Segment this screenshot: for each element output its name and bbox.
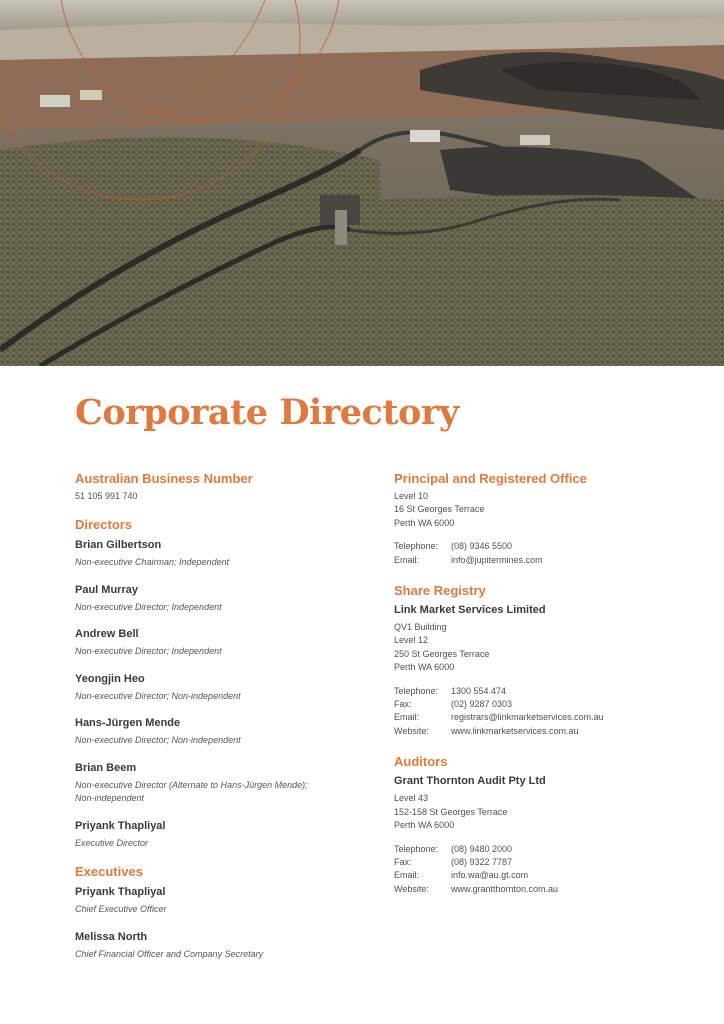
- director-role-continued: Non-independent: [75, 793, 145, 804]
- left-column: [75, 470, 375, 974]
- address-line: Level 10: [394, 491, 429, 501]
- contact-row: [394, 554, 704, 567]
- contact-value: (02) 9287 0303: [451, 699, 513, 710]
- email-link[interactable]: info.wa@au.gt.com: [451, 870, 529, 881]
- contact-label: Email:: [394, 712, 420, 723]
- email-link[interactable]: info@jupitermines.com: [451, 554, 543, 565]
- contact-label: Telephone:: [394, 541, 439, 552]
- contact-value: (08) 9322 7787: [451, 856, 513, 867]
- office-heading: Principal and Registered Office: [394, 471, 587, 486]
- director-item: [75, 819, 375, 851]
- registry-address: [394, 621, 704, 675]
- contact-row: [394, 883, 704, 896]
- director-item: [75, 583, 375, 615]
- address-line: 250 St Georges Terrace: [394, 648, 490, 659]
- contact-label: Website:: [394, 883, 429, 894]
- director-item: [75, 761, 375, 806]
- right-column: [394, 470, 704, 896]
- website-link[interactable]: www.linkmarketservices.com.au: [451, 725, 579, 736]
- registry-company: Link Market Services Limited: [394, 604, 546, 617]
- director-name: Priyank Thapliyal: [75, 819, 166, 832]
- auditors-heading: Auditors: [394, 754, 448, 770]
- office-contacts: [394, 540, 704, 567]
- contact-row: [394, 698, 704, 711]
- office-address: [394, 490, 704, 530]
- director-role: Executive Director: [75, 837, 149, 848]
- address-line: Perth WA 6000: [394, 517, 455, 528]
- director-role: Non-executive Director; Non-independent: [75, 735, 241, 746]
- executive-item: [75, 930, 375, 962]
- contact-value: 1300 554 474: [451, 685, 507, 696]
- abn-heading: Australian Business Number: [75, 471, 253, 486]
- contact-label: Website:: [394, 725, 429, 736]
- director-item: [75, 716, 375, 748]
- director-item: [75, 538, 375, 570]
- email-link[interactable]: registrars@linkmarketservices.com.au: [451, 712, 604, 723]
- director-item: [75, 672, 375, 704]
- contact-row: [394, 685, 704, 698]
- contact-label: Email:: [394, 870, 420, 881]
- executive-role: Chief Executive Officer: [75, 904, 167, 915]
- page-title: Corporate Directory: [75, 392, 459, 433]
- registry-heading: Share Registry: [394, 583, 486, 599]
- address-line: 152-158 St Georges Terrace: [394, 806, 508, 817]
- director-role: Non-executive Chairman; Independent: [75, 557, 230, 568]
- contact-row: [394, 711, 704, 724]
- directors-heading: Directors: [75, 517, 133, 533]
- contact-label: Email:: [394, 554, 420, 565]
- director-name: Brian Beem: [75, 761, 137, 774]
- director-name: Brian Gilbertson: [75, 539, 162, 552]
- address-line: Level 43: [394, 793, 429, 804]
- address-line: 16 St Georges Terrace: [394, 504, 485, 515]
- director-name: Andrew Bell: [75, 628, 139, 641]
- mine-aerial-illustration: [0, 0, 724, 366]
- executives-heading: Executives: [75, 864, 143, 880]
- hero-mine-photo: [0, 0, 724, 366]
- address-line: Perth WA 6000: [394, 662, 455, 673]
- executive-name: Melissa North: [75, 930, 148, 943]
- director-name: Paul Murray: [75, 583, 138, 596]
- address-line: Perth WA 6000: [394, 820, 455, 831]
- contact-label: Fax:: [394, 699, 412, 710]
- contact-label: Telephone:: [394, 685, 439, 696]
- contact-row: [394, 869, 704, 882]
- executives-list: [75, 885, 375, 961]
- contact-row: [394, 725, 704, 738]
- contact-row: [394, 540, 704, 553]
- contact-row: [394, 856, 704, 869]
- contact-row: [394, 843, 704, 856]
- director-name: Hans-Jürgen Mende: [75, 717, 181, 730]
- registry-contacts: [394, 685, 704, 739]
- contact-value: (08) 9346 5500: [451, 541, 513, 552]
- address-line: Level 12: [394, 635, 429, 646]
- director-item: [75, 627, 375, 659]
- directors-list: [75, 538, 375, 850]
- abn-value: 51 105 991 740: [75, 491, 138, 501]
- auditors-contacts: [394, 843, 704, 897]
- director-role: Non-executive Director; Independent: [75, 646, 222, 657]
- director-role: Non-executive Director; Independent: [75, 601, 222, 612]
- director-role: Non-executive Director; Non-independent: [75, 690, 241, 701]
- auditors-address: [394, 792, 704, 832]
- auditors-company: Grant Thornton Audit Pty Ltd: [394, 775, 546, 788]
- executive-item: [75, 885, 375, 917]
- contact-label: Telephone:: [394, 843, 439, 854]
- director-role: Non-executive Director (Alternate to Hans-Jürgen Mende);: [75, 779, 308, 790]
- executive-name: Priyank Thapliyal: [75, 886, 166, 899]
- executive-role: Chief Financial Officer and Company Secretary: [75, 948, 264, 959]
- address-line: QV1 Building: [394, 622, 447, 633]
- director-name: Yeongjin Heo: [75, 672, 145, 685]
- website-link[interactable]: www.grantthornton.com.au: [451, 883, 559, 894]
- contact-value: (08) 9480 2000: [451, 843, 513, 854]
- contact-label: Fax:: [394, 856, 412, 867]
